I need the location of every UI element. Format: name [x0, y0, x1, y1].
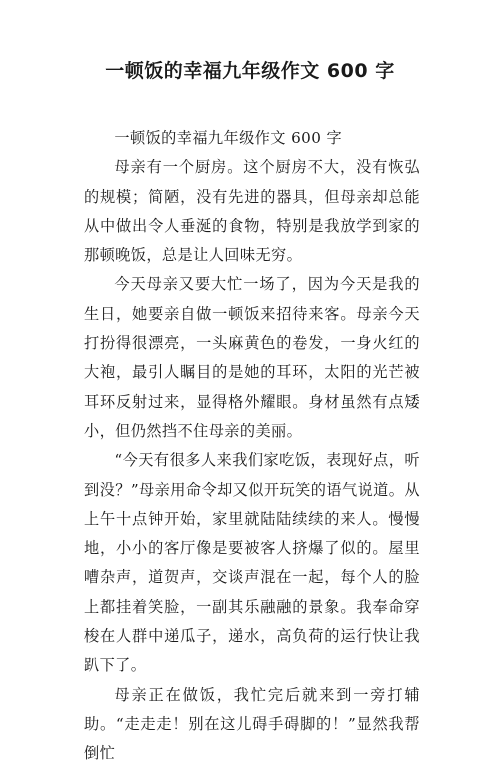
- paragraph: 母亲正在做饭，我忙完后就来到一旁打辅助。“走走走！别在这儿碍手碍脚的！”显然我帮倒忙: [84, 685, 420, 763]
- paragraph-subtitle: 一顿饭的幸福九年级作文 600 字: [114, 129, 343, 147]
- paragraph: 母亲有一个厨房。这个厨房不大，没有恢弘的规模；简陋，没有先进的器具，但母亲却总能从中做出令人垂涎的食物，特别是我放学到家的那顿晚饭，总是让人回味无穷。: [84, 158, 420, 265]
- paragraph: 今天母亲又要大忙一场了，因为今天是我的生日，她要亲自做一顿饭来招待来客。母亲今天打扮得很漂亮，一头麻黄色的卷发，一身火红的大袍，最引人瞩目的是她的耳环，太阳的光芒被耳环反射过来，显得格外耀眼。身材虽然有点矮小，但仍然挡不住母亲的美丽。: [84, 275, 420, 440]
- paragraph: “今天有很多人来我们家吃饭，表现好点，听到没？”母亲用命令却又似开玩笑的语气说道。从上午十点钟开始，家里就陆陆续续的来人。慢慢地，小小的客厅像是要被客人挤爆了似的。屋里嘈杂声，道贺声，交谈声混在一起，每个人的脸上都挂着笑脸，一副其乐融融的景象。我奉命穿梭在人群中递瓜子，递水，高负荷的运行快让我趴下了。: [84, 451, 420, 675]
- article-body: [84, 124, 420, 769]
- page-title: 一顿饭的幸福九年级作文 600 字: [105, 60, 395, 82]
